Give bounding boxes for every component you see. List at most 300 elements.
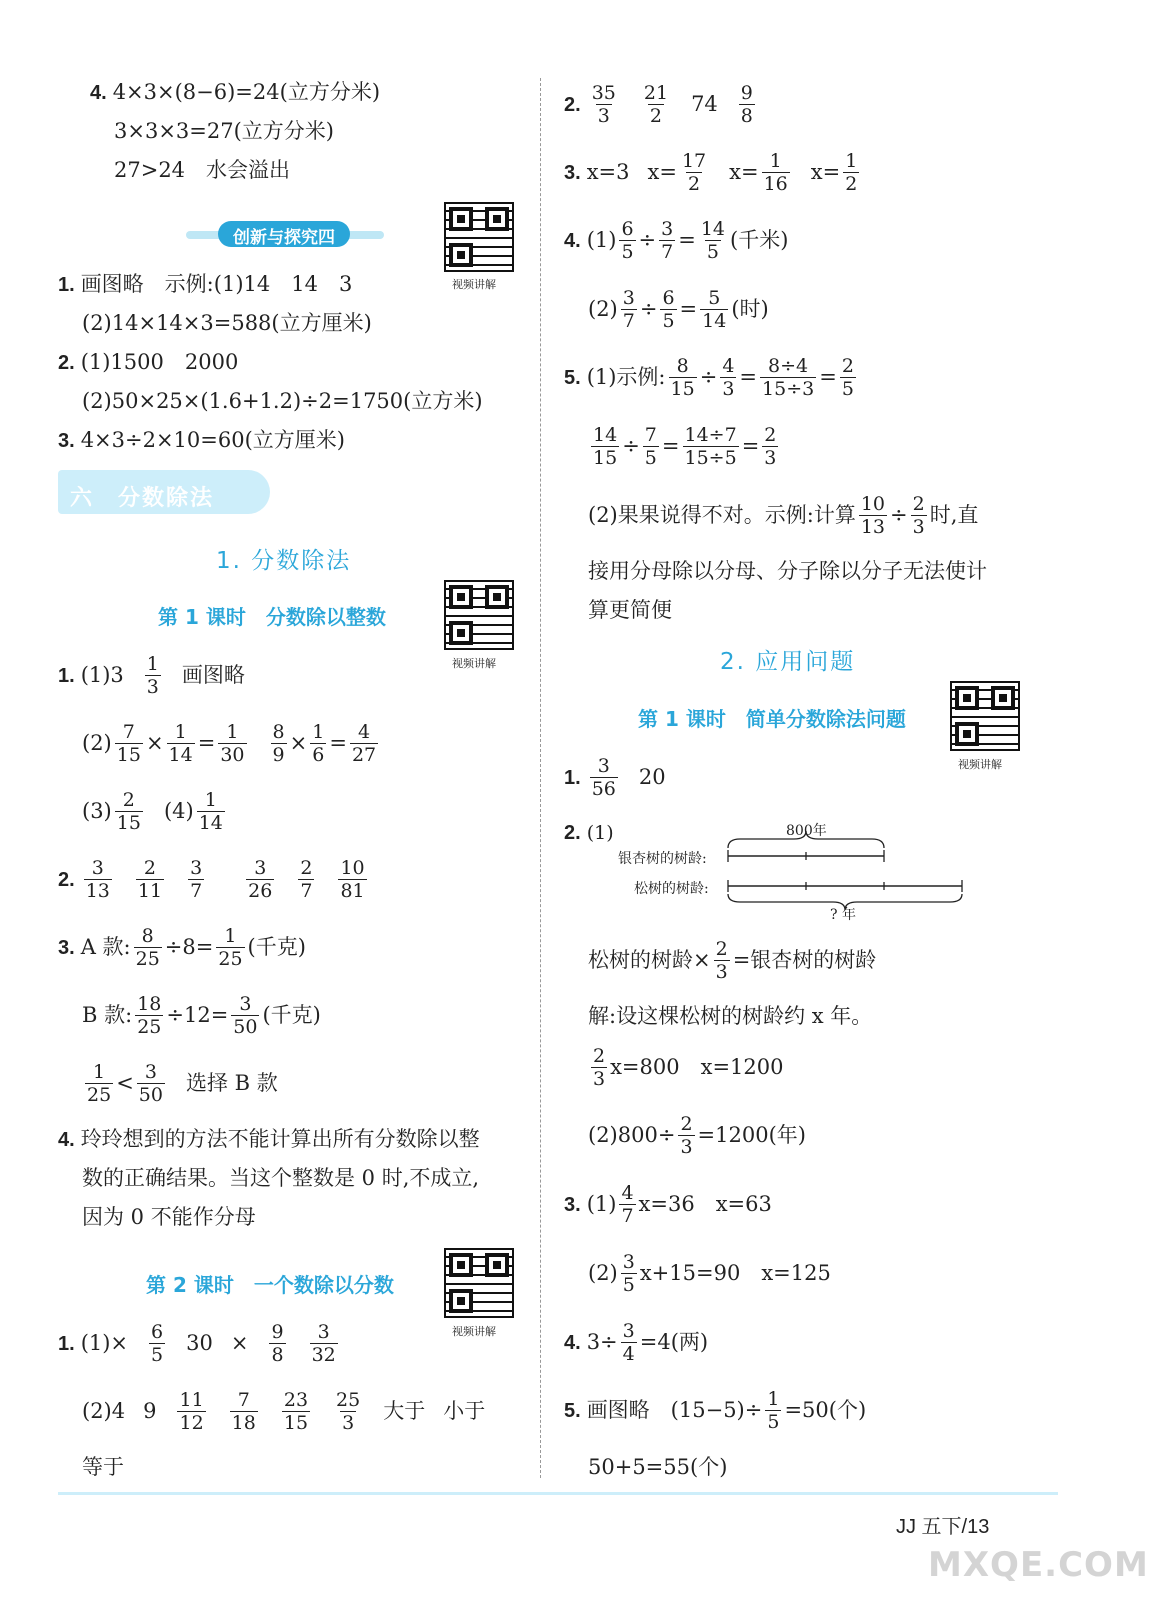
numerator: 5 — [708, 287, 721, 309]
answer-text: 20 — [638, 765, 666, 790]
fraction — [762, 425, 778, 468]
numerator: 14 — [593, 424, 618, 446]
answer-text: 画图略 示例:(1)14 14 3 — [80, 272, 353, 296]
answer-text: (1)1500 2000 — [80, 350, 239, 374]
answer-text: 4×3÷2×10=60(立方厘米) — [80, 428, 345, 452]
fraction — [642, 83, 670, 126]
answer-text: (千克) — [262, 1003, 321, 1028]
answer-text: (2) — [588, 297, 618, 322]
denominator: 5 — [622, 1273, 635, 1296]
numerator: 4 — [357, 721, 371, 743]
numerator: 2 — [680, 1113, 693, 1135]
denominator: 6 — [312, 743, 325, 766]
numerator: 3 — [622, 1251, 635, 1273]
answer-text: ÷12= — [166, 1003, 229, 1028]
footer-rule — [58, 1492, 1058, 1495]
answer-text: (千米) — [730, 228, 789, 253]
fraction — [762, 151, 790, 194]
fraction — [660, 288, 676, 331]
numerator: 6 — [151, 1321, 164, 1343]
answer-text: =50(个) — [784, 1398, 867, 1423]
denominator: 8 — [740, 104, 753, 127]
lesson-title: 第 2 课时 一个数除以分数 — [146, 1273, 394, 1297]
answer-line: (2)50×25×(1.6+1.2)÷2=1750(立方米) — [82, 389, 483, 413]
numerator: 21 — [643, 82, 669, 104]
denominator: 25 — [87, 1083, 112, 1106]
answer-text: (1) — [586, 821, 614, 844]
numerator: 18 — [137, 993, 162, 1015]
answer-line — [564, 151, 862, 194]
denominator: 25 — [135, 947, 160, 970]
fraction — [739, 83, 755, 126]
fraction — [911, 494, 927, 537]
numerator: 25 — [336, 1389, 361, 1411]
fraction — [619, 1183, 635, 1226]
fraction — [680, 151, 708, 194]
fraction — [269, 1322, 285, 1365]
denominator: 32 — [311, 1343, 336, 1366]
numerator: 2 — [143, 857, 157, 879]
denominator: 5 — [767, 1410, 780, 1433]
answer-line — [564, 1321, 708, 1364]
qr-caption: 视频讲解 — [452, 1325, 496, 1338]
denominator: 15 — [116, 811, 141, 834]
answer-text: 大于 — [383, 1399, 426, 1424]
answer-line — [564, 756, 666, 799]
question-number: 3. — [58, 936, 75, 959]
denominator: 11 — [137, 879, 163, 902]
answer-text: (时) — [731, 297, 769, 322]
fraction — [167, 722, 195, 765]
numerator: 1 — [146, 653, 159, 675]
numerator: 3 — [661, 218, 674, 240]
fraction — [188, 858, 204, 901]
denominator: 25 — [218, 947, 243, 970]
numerator: 3 — [622, 287, 635, 309]
answer-text: (1)示例: — [586, 365, 666, 390]
fraction — [621, 1321, 637, 1364]
fraction — [310, 1322, 338, 1365]
column-divider — [540, 78, 541, 1478]
numerator: 3 — [254, 857, 267, 879]
numerator: 8÷4 — [768, 355, 809, 377]
answer-text: × — [289, 731, 308, 756]
answer-text: = — [661, 434, 680, 459]
answer-text: x= — [810, 160, 841, 185]
answer-text: 选择 B 款 — [185, 1071, 278, 1096]
answer-line: 3×3×3=27(立方分米) — [114, 119, 334, 143]
answer-text: (2)800÷ — [588, 1123, 676, 1148]
numerator: 1 — [204, 789, 217, 811]
numerator: 7 — [122, 721, 135, 743]
denominator: 15 — [670, 377, 695, 400]
lesson-title: 第 1 课时 分数除以整数 — [158, 605, 386, 629]
denominator: 4 — [622, 1342, 635, 1365]
fraction — [678, 1114, 694, 1157]
fraction — [246, 858, 274, 901]
question-number: 1. — [564, 766, 581, 789]
qr-code[interactable] — [444, 1248, 514, 1318]
numerator: 7 — [237, 1389, 250, 1411]
answer-text: x=3 — [586, 160, 630, 185]
answer-text: 画图略 (15−5)÷ — [586, 1398, 763, 1423]
numerator: 3 — [317, 1321, 330, 1343]
answer-line — [588, 1252, 831, 1295]
fraction — [231, 994, 259, 1037]
answer-text: = — [329, 731, 347, 756]
answer-text: = — [678, 228, 696, 253]
answer-line — [58, 654, 245, 697]
numerator: 14÷7 — [684, 424, 737, 446]
answer-line — [82, 790, 228, 833]
answer-text: ÷ — [699, 365, 718, 390]
question-number: 1. — [58, 1332, 75, 1355]
fraction — [643, 425, 659, 468]
banner-title: 创新与探究四 — [233, 228, 335, 248]
answer-line — [564, 83, 758, 126]
answer-text: x+15=90 x=125 — [639, 1261, 831, 1286]
denominator: 5 — [644, 446, 657, 469]
segment-diagram — [618, 818, 978, 928]
denominator: 3 — [680, 1135, 693, 1158]
watermark-logo: MXQE.COM — [928, 1545, 1149, 1585]
denominator: 5 — [151, 1343, 164, 1366]
fraction — [683, 425, 739, 468]
section-title: 2. 应用问题 — [720, 649, 856, 675]
answer-text: (千克) — [247, 935, 306, 960]
answer-text: =银杏树的树龄 — [732, 948, 877, 973]
answer-line: 等于 — [82, 1455, 124, 1479]
numerator: 14 — [700, 218, 726, 240]
fraction — [700, 288, 728, 331]
numerator: 8 — [676, 355, 689, 377]
denominator: 7 — [621, 1204, 634, 1227]
numerator: 2 — [122, 789, 135, 811]
question-number: 2. — [564, 822, 581, 844]
answer-text: (4) — [163, 799, 194, 824]
denominator: 15 — [116, 743, 141, 766]
numerator: 4 — [621, 1182, 634, 1204]
denominator: 5 — [621, 240, 634, 263]
denominator: 5 — [706, 240, 719, 263]
fraction — [338, 858, 366, 901]
denominator: 2 — [688, 172, 701, 195]
qr-code[interactable] — [950, 681, 1020, 751]
answer-text: = — [741, 434, 760, 459]
numerator: 2 — [841, 355, 854, 377]
answer-text: (1) — [586, 228, 617, 253]
answer-line — [58, 858, 370, 901]
numerator: 2 — [764, 424, 777, 446]
numerator: 1 — [174, 721, 187, 743]
fraction — [115, 790, 143, 833]
answer-text: (2) — [82, 731, 112, 756]
denominator: 12 — [179, 1411, 204, 1434]
numerator: 1 — [224, 925, 237, 947]
denominator: 3 — [722, 377, 735, 400]
answer-text: ÷8= — [164, 935, 214, 960]
denominator: 15 — [283, 1411, 309, 1434]
fraction — [216, 926, 244, 969]
fraction — [218, 722, 246, 765]
banner-innovation — [186, 221, 384, 247]
answer-text: =4(两) — [639, 1330, 709, 1355]
fraction — [699, 219, 727, 262]
answer-line — [58, 926, 306, 969]
answer-text: = — [819, 365, 837, 390]
numerator: 3 — [144, 1061, 157, 1083]
answer-text: ÷ — [639, 297, 658, 322]
answer-text: A 款: — [80, 935, 131, 960]
denominator: 3 — [764, 446, 777, 469]
denominator: 7 — [661, 240, 674, 263]
answer-text: 30 — [186, 1331, 213, 1356]
fraction — [271, 722, 287, 765]
denominator: 18 — [231, 1411, 256, 1434]
answer-line — [564, 823, 614, 843]
answer-text: 松树的树龄× — [588, 948, 711, 973]
question-number: 2. — [58, 868, 75, 891]
answer-line — [588, 1046, 784, 1089]
answer-text: = — [739, 365, 758, 390]
numerator: 9 — [740, 82, 753, 104]
fraction — [115, 722, 143, 765]
answer-line: 算更简便 — [588, 598, 672, 622]
fraction — [659, 219, 675, 262]
answer-text: × — [145, 731, 164, 756]
fraction — [177, 1390, 205, 1433]
answer-line — [58, 274, 352, 295]
answer-line — [58, 1322, 341, 1365]
answer-text: × — [230, 1331, 249, 1356]
denominator: 15÷3 — [762, 377, 815, 400]
answer-text: 玲玲想到的方法不能计算出所有分数除以整 — [80, 1127, 480, 1151]
diagram-row2-label: 松树的树龄: — [634, 881, 709, 897]
page-number: JJ 五下/13 — [896, 1516, 990, 1538]
answer-text: ÷ — [622, 434, 640, 459]
denominator: 2 — [845, 172, 858, 195]
answer-text: =1200(年) — [697, 1123, 806, 1148]
answer-line — [564, 1389, 866, 1432]
fraction — [136, 858, 164, 901]
numerator: 17 — [681, 150, 707, 172]
numerator: 35 — [591, 82, 616, 104]
answer-line: 数的正确结果。当这个整数是 0 时,不成立, — [82, 1166, 480, 1190]
answer-text: x=800 x=1200 — [610, 1055, 784, 1080]
fraction — [760, 356, 816, 399]
denominator: 13 — [860, 515, 886, 538]
numerator: 11 — [179, 1389, 204, 1411]
answer-text: < — [116, 1071, 134, 1096]
answer-text: (1)× — [80, 1331, 129, 1356]
denominator: 3 — [597, 104, 610, 127]
fraction — [282, 1390, 310, 1433]
answer-text: 小于 — [443, 1399, 486, 1424]
answer-line — [564, 356, 859, 399]
section-title: 1. 分数除法 — [216, 548, 352, 574]
fraction — [621, 1252, 637, 1295]
denominator: 7 — [190, 879, 203, 902]
question-number: 4. — [564, 229, 581, 252]
numerator: 3 — [597, 755, 610, 777]
diagram-top-label: 800年 — [786, 823, 827, 839]
answer-text: 4×3×(8−6)=24(立方分米) — [112, 80, 381, 104]
fraction — [334, 1390, 362, 1433]
denominator: 5 — [841, 377, 854, 400]
denominator: 14 — [702, 309, 727, 332]
qr-code[interactable] — [444, 580, 514, 650]
question-number: 3. — [58, 429, 75, 452]
question-number: 1. — [58, 664, 75, 687]
numerator: 1 — [312, 721, 325, 743]
denominator: 15÷5 — [684, 446, 737, 469]
fraction — [350, 722, 378, 765]
answer-line — [58, 430, 345, 451]
numerator: 3 — [190, 857, 203, 879]
answer-line: 接用分母除以分母、分子除以分子无法使计 — [588, 559, 987, 583]
lesson-title: 第 1 课时 简单分数除法问题 — [638, 707, 906, 731]
denominator: 5 — [662, 309, 675, 332]
answer-text: x=36 x=63 — [638, 1192, 772, 1217]
answer-text: 74 — [691, 92, 718, 117]
answer-line — [588, 939, 876, 982]
numerator: 1 — [767, 1388, 780, 1410]
fraction — [134, 926, 162, 969]
answer-line — [564, 1183, 772, 1226]
numerator: 2 — [715, 938, 728, 960]
denominator: 2 — [649, 104, 663, 127]
numerator: 23 — [283, 1389, 309, 1411]
answer-line — [588, 288, 769, 331]
denominator: 3 — [715, 960, 728, 983]
numerator: 6 — [662, 287, 675, 309]
fraction — [298, 858, 314, 901]
answer-line: 50+5=55(个) — [588, 1455, 728, 1479]
fraction — [590, 756, 618, 799]
fraction — [669, 356, 697, 399]
numerator: 7 — [644, 424, 657, 446]
numerator: 4 — [722, 355, 735, 377]
fraction — [843, 151, 859, 194]
denominator: 7 — [622, 309, 635, 332]
denominator: 15 — [593, 446, 618, 469]
fraction — [85, 1062, 113, 1105]
answer-text: x= — [729, 160, 759, 185]
question-number: 2. — [58, 351, 75, 374]
question-number: 3. — [564, 161, 581, 184]
fraction — [197, 790, 225, 833]
question-number: 4. — [58, 1128, 75, 1151]
denominator: 14 — [168, 743, 193, 766]
denominator: 3 — [342, 1411, 355, 1434]
numerator: 8 — [272, 721, 285, 743]
denominator: 50 — [138, 1083, 163, 1106]
denominator: 27 — [351, 743, 377, 766]
denominator: 14 — [198, 811, 223, 834]
numerator: 1 — [93, 1061, 106, 1083]
question-number: 4. — [90, 81, 107, 104]
denominator: 3 — [912, 515, 925, 538]
numerator: 10 — [860, 493, 886, 515]
denominator: 25 — [137, 1015, 162, 1038]
denominator: 30 — [220, 743, 245, 766]
numerator: 1 — [226, 721, 239, 743]
answer-line — [82, 1062, 278, 1105]
qr-caption: 视频讲解 — [958, 758, 1002, 771]
numerator: 2 — [912, 493, 925, 515]
chapter-title: 六 分数除法 — [70, 486, 215, 511]
answer-line — [564, 219, 788, 262]
numerator: 2 — [593, 1045, 606, 1067]
numerator: 3 — [91, 857, 104, 879]
question-number: 5. — [564, 1399, 581, 1422]
fraction — [310, 722, 326, 765]
answer-line — [588, 1114, 806, 1157]
answer-line: 因为 0 不能作分母 — [82, 1205, 256, 1229]
numerator: 3 — [239, 993, 252, 1015]
fraction — [765, 1389, 781, 1432]
diagram-bottom-label: ? 年 — [830, 907, 856, 923]
numerator: 1 — [769, 150, 782, 172]
denominator: 56 — [591, 777, 616, 800]
answer-text: = — [197, 731, 216, 756]
answer-text: x= — [647, 160, 677, 185]
answer-text: (2) — [588, 1261, 618, 1286]
denominator: 3 — [593, 1067, 606, 1090]
fraction — [591, 425, 619, 468]
diagram-row1-label: 银杏树的树龄: — [618, 851, 707, 867]
fraction — [720, 356, 736, 399]
fraction — [714, 939, 730, 982]
denominator: 81 — [340, 879, 365, 902]
answer-text: 9 — [143, 1399, 157, 1424]
question-number: 2. — [564, 93, 581, 116]
answer-text: ÷ — [890, 503, 908, 528]
fraction — [149, 1322, 165, 1365]
fraction — [591, 1046, 607, 1089]
question-number: 4. — [564, 1331, 581, 1354]
denominator: 26 — [248, 879, 273, 902]
question-number: 5. — [564, 366, 581, 389]
question-number: 3. — [564, 1193, 581, 1216]
answer-line — [588, 425, 781, 468]
fraction — [135, 994, 163, 1037]
denominator: 7 — [300, 879, 313, 902]
denominator: 9 — [272, 743, 285, 766]
denominator: 13 — [85, 879, 110, 902]
numerator: 10 — [340, 857, 365, 879]
answer-text: ÷ — [638, 228, 657, 253]
answer-text: 画图略 — [181, 663, 245, 688]
fraction — [145, 654, 161, 697]
fraction — [840, 356, 856, 399]
fraction — [859, 494, 887, 537]
answer-text: B 款: — [82, 1003, 133, 1028]
fraction — [621, 288, 637, 331]
answer-line — [90, 82, 380, 103]
numerator: 9 — [271, 1321, 284, 1343]
numerator: 6 — [621, 218, 634, 240]
answer-line — [588, 494, 978, 537]
answer-line: 解:设这棵松树的树龄约 x 年。 — [588, 1004, 873, 1028]
fraction — [619, 219, 635, 262]
answer-line — [58, 352, 238, 373]
answer-line — [82, 994, 321, 1037]
qr-code[interactable] — [444, 202, 514, 272]
answer-text: 3÷ — [586, 1330, 618, 1355]
fraction — [84, 858, 112, 901]
denominator: 3 — [146, 675, 159, 698]
